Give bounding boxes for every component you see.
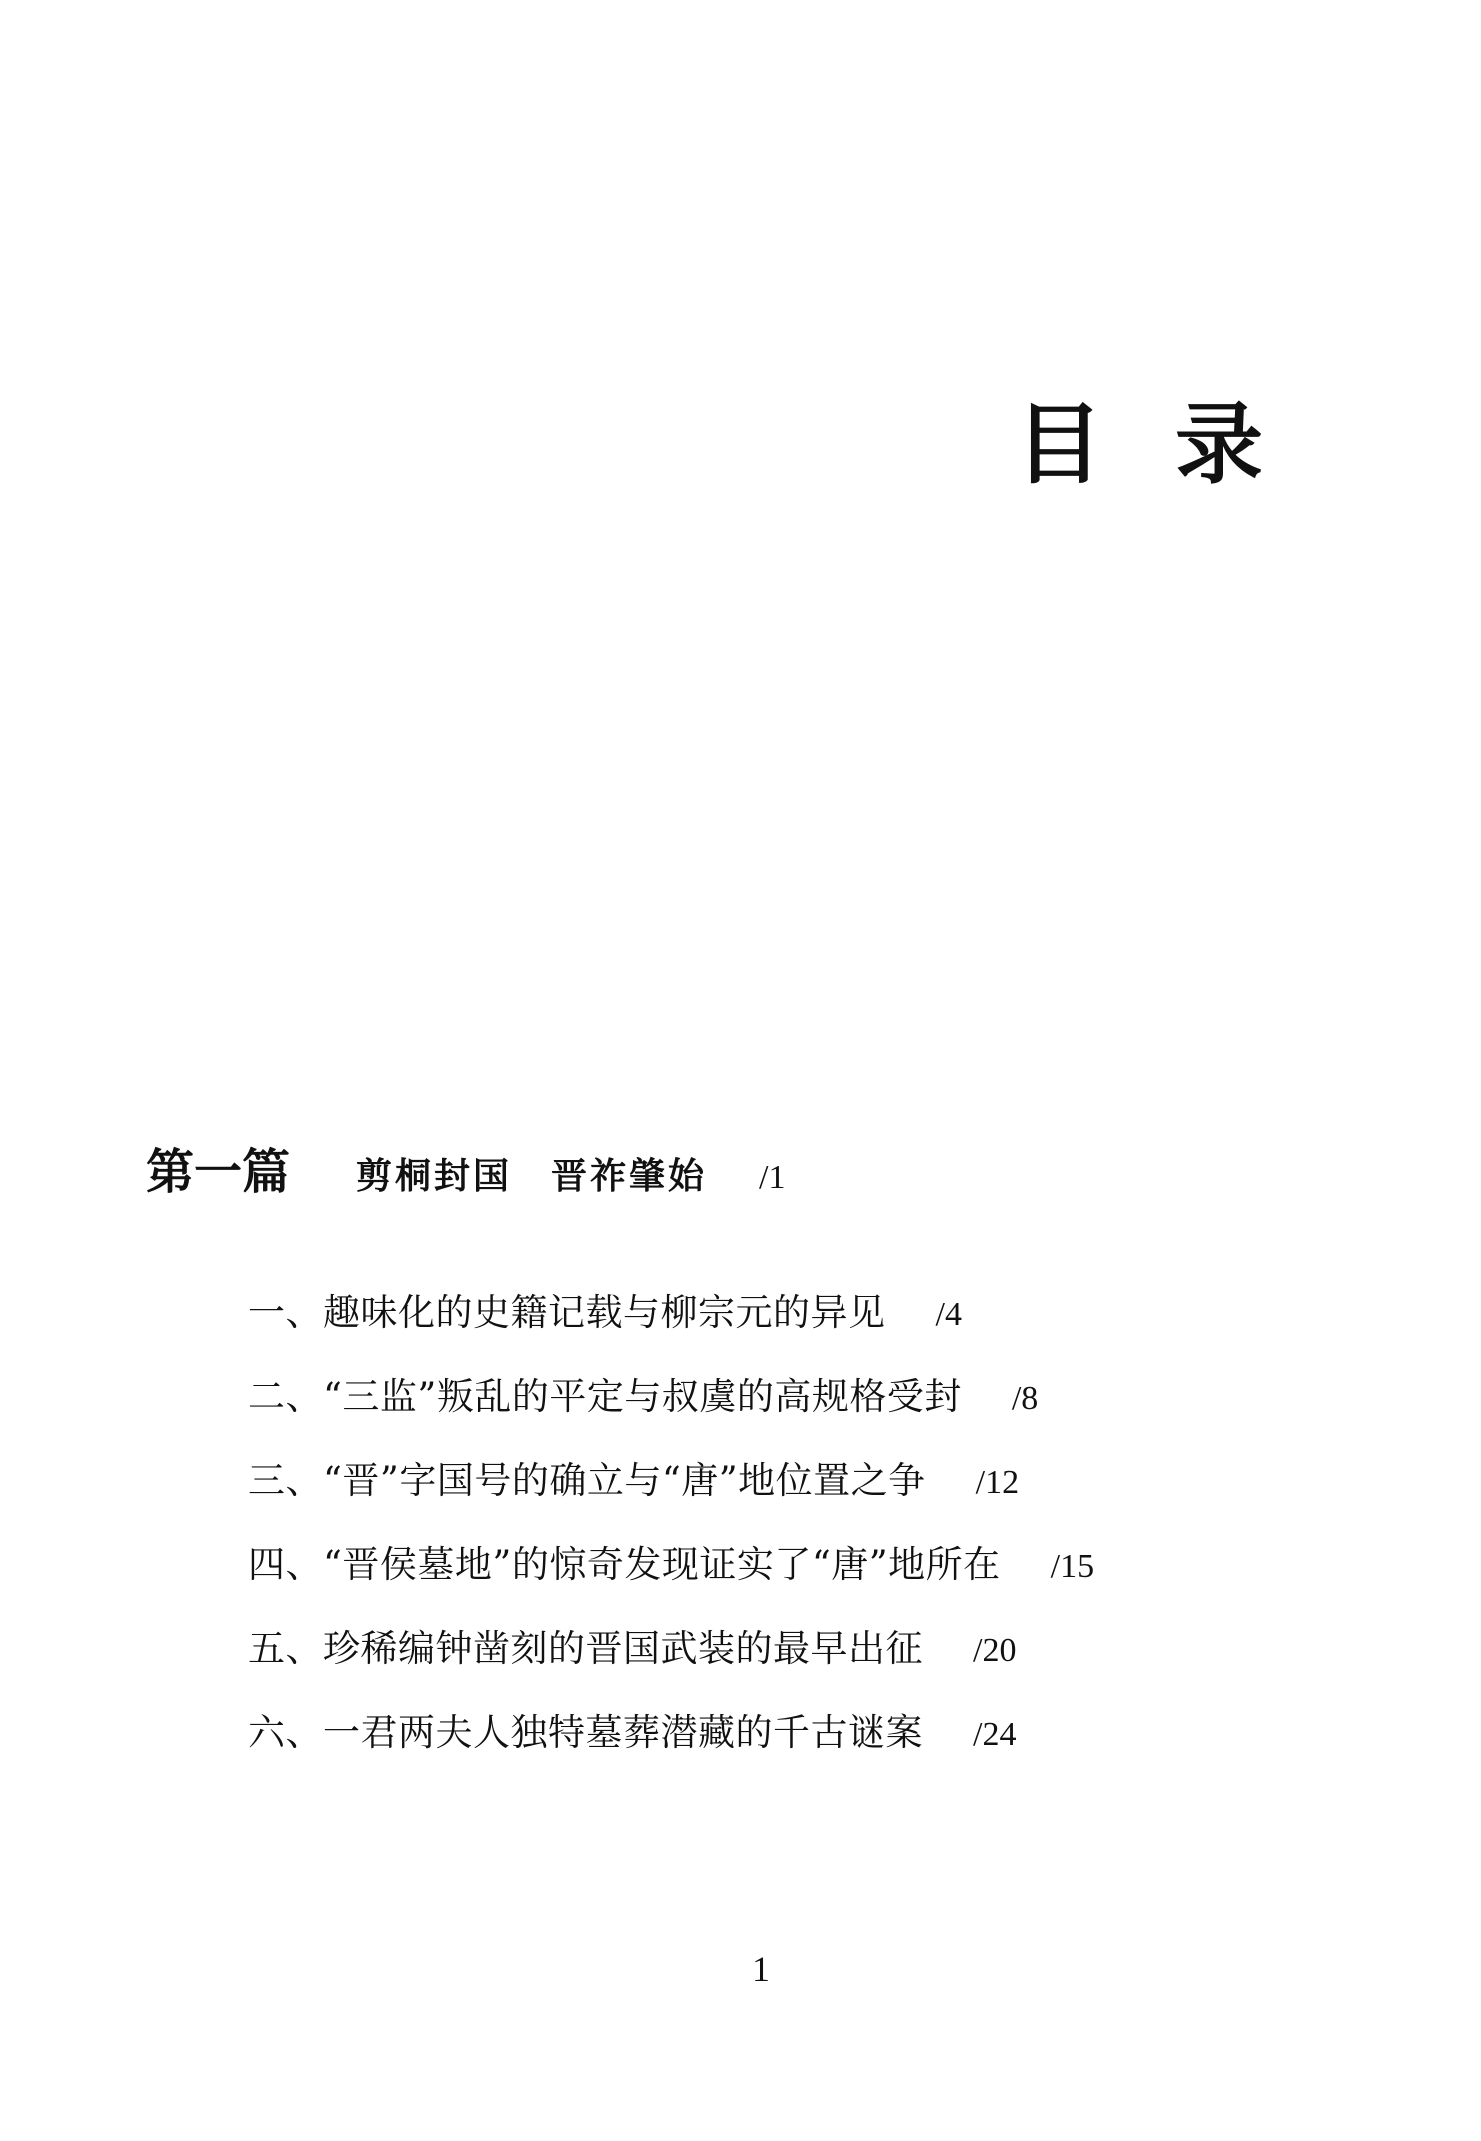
toc-entry-page: /15 — [1050, 1548, 1095, 1585]
page-title: 目录 — [1015, 392, 1336, 496]
part-label: 第一篇 — [146, 1144, 291, 1200]
toc-entry[interactable] — [248, 1453, 1094, 1537]
toc-entry-title: 六、一君两夫人独特墓葬潜藏的千古谜案 — [248, 1711, 923, 1754]
toc-entry[interactable] — [248, 1621, 1094, 1705]
part-title: 剪桐封国 晋祚肇始 — [356, 1156, 708, 1197]
part-heading[interactable] — [146, 1144, 786, 1200]
toc-entry-title: 五、珍稀编钟凿刻的晋国武装的最早出征 — [248, 1627, 923, 1670]
toc-entry[interactable] — [248, 1537, 1094, 1621]
toc-entry-title: 一、趣味化的史籍记载与柳宗元的异见 — [248, 1291, 886, 1334]
toc-entry[interactable] — [248, 1369, 1094, 1453]
toc-entry-title: 三、“晋”字国号的确立与“唐”地位置之争 — [248, 1459, 926, 1502]
toc-entry[interactable] — [248, 1705, 1094, 1789]
toc-list — [248, 1285, 1094, 1789]
toc-entry-title: 二、“三监”叛乱的平定与叔虞的高规格受封 — [248, 1375, 962, 1418]
part-page-number: /1 — [759, 1159, 786, 1196]
page-number: 1 — [752, 1949, 770, 1989]
toc-entry-page: /12 — [975, 1464, 1020, 1501]
toc-entry-page: /8 — [1011, 1380, 1039, 1417]
toc-entry-page: /20 — [973, 1632, 1017, 1669]
toc-entry[interactable] — [248, 1285, 1094, 1369]
toc-entry-page: /4 — [935, 1296, 962, 1333]
toc-entry-title: 四、“晋侯墓地”的惊奇发现证实了“唐”地所在 — [248, 1543, 1001, 1586]
toc-entry-page: /24 — [973, 1716, 1017, 1753]
